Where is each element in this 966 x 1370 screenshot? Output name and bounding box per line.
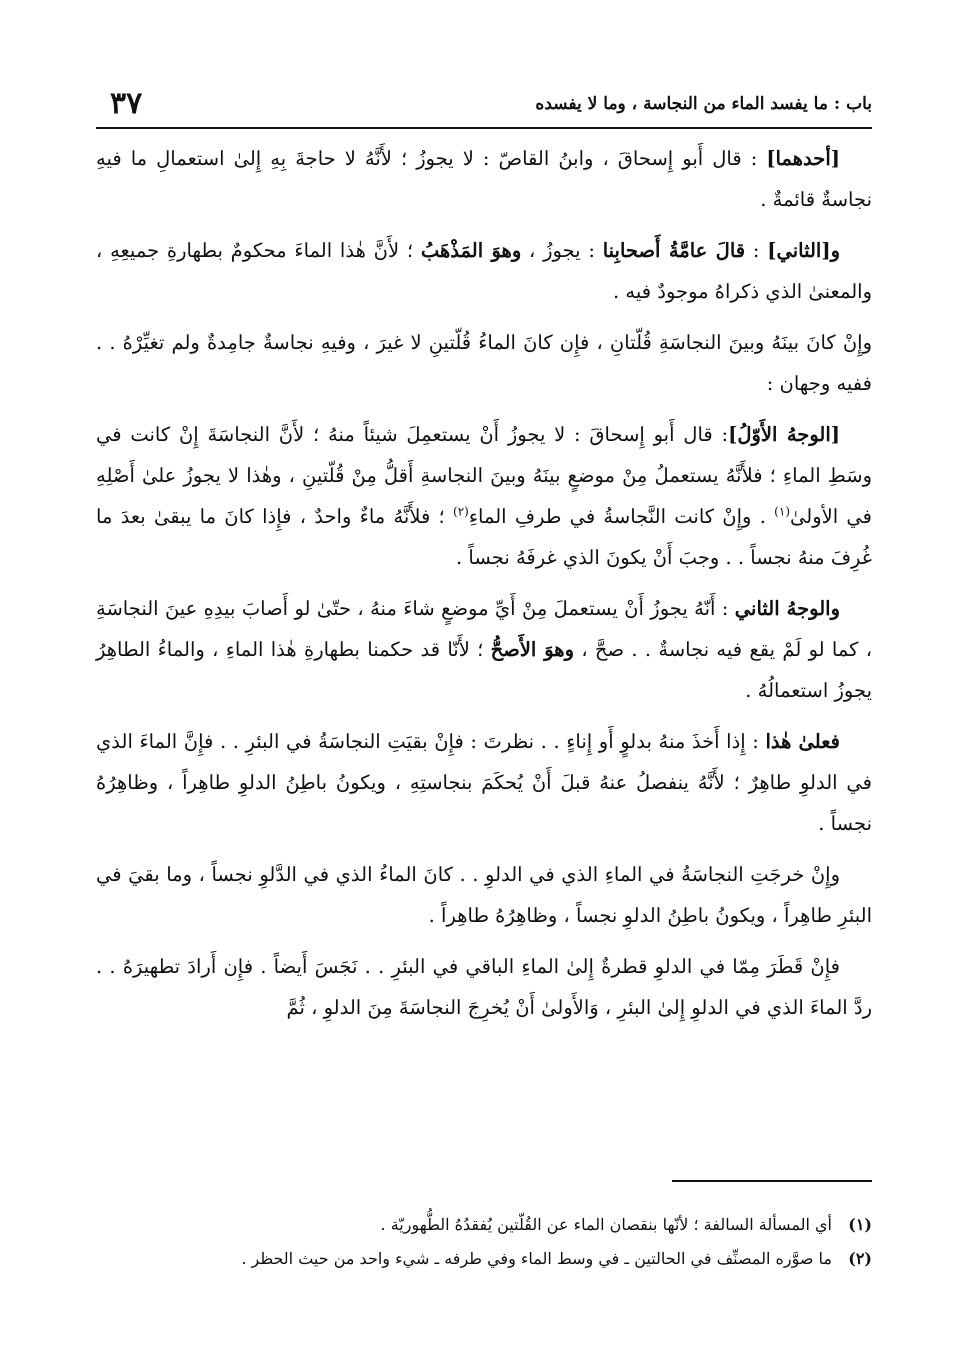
bold-phrase: وهوَ الأَصحُّ [490,638,575,661]
paragraph-text: . وإِنْ كانت النَّجاسةُ في طرفِ الماءِ [468,505,775,528]
paragraph-7 [96,854,872,936]
paragraph-text: وإِنْ خرجَتِ النجاسَةُ في الماءِ الذي في الدلوِ . . كانَ الماءُ الذي في الدَّلوِ نجساً ، وما بقيَ في البئرِ طاهِراً ، ويكونُ باطِنُ الدلوِ نجساً ، وظاهِرُهُ طاهِراً . [96,863,872,927]
paragraph-lead: [الوجهُ الأَوّلُ] [728,423,840,446]
paragraph-lead: فعلىٰ هٰذا [765,730,840,753]
footnotes [96,1208,872,1276]
main-text [96,138,872,1038]
paragraph-3 [96,322,872,404]
header-rule [96,127,872,129]
footnote-rule [672,1180,872,1182]
page-number: ٣٧ [110,86,143,121]
paragraph-4 [96,414,872,578]
paragraph-lead: [أحدهما] [766,147,840,170]
footnote-ref-1[interactable]: (١) [774,504,790,519]
paragraph-text: : إِذا أَخذَ منهُ بدلوٍ أَو إِناءٍ . . نظرتَ : فإِنْ بقيَتِ النجاسَةُ في البئرِ . . فإِنَّ الماءَ الذي في الدلوِ طاهِرٌ ؛ لأَنَّهُ ينفصلُ عنهُ قبلَ أَنْ يُحكَمَ بنجاستِهِ ، ويكونُ باطِنُ الدلوِ طاهِراً ، وظاهِرُهُ نجساً . [96,730,872,835]
paragraph-lead: و[الثاني] [767,239,840,262]
footnote-text: أي المسألة السالفة ؛ لأنّها بنقصان الماء عن القُلّتين يُفقدُهُ الطُّهوريّة . [380,1215,832,1234]
paragraph-lead: والوجهُ الثاني [734,597,840,620]
paragraph-text: ؛ لأَنَّ هٰذا الماءَ محكومٌ بطهارةِ جميعِهِ ، والمعنىٰ الذي ذكراهُ موجودٌ فيه . [96,239,872,303]
paragraph-text: وإِنْ كانَ بينَهُ وبينَ النجاسَةِ قُلّتانِ ، فإِن كانَ الماءُ قُلّتينِ لا غيرَ ، وفيهِ نجاسةٌ جامِدةٌ ولم تغيِّرْهُ . . ففيه وجهان : [96,331,872,395]
paragraph-text: : [745,239,768,262]
running-header [96,86,872,122]
footnote-number: (٢) [848,1249,872,1268]
paragraph-text: : قال أَبو إِسحاقَ ، وابنُ القاصّ : لا يجوزُ ؛ لأَنَّهُ لا حاجةَ بِهِ إِلىٰ استعمالِ ما فيهِ نجاسةٌ قائمةٌ . [96,147,872,211]
chapter-title: باب : ما يفسد الماء من النجاسة ، وما لا يفسده [535,94,872,114]
paragraph-6 [96,721,872,844]
footnote-ref-2[interactable]: (٢) [453,504,469,519]
paragraph-1 [96,138,872,220]
footnote-text: ما صوَّره المصنِّف في الحالتين ـ في وسط الماء وفي طرفه ـ شيء واحد من حيث الحظر . [241,1249,832,1268]
paragraph-text: : يجوزُ ، [521,239,603,262]
paragraph-text: فإِنْ قَطَرَ مِمّا في الدلوِ قطرةٌ إِلىٰ الماءِ الباقي في البئرِ . . نَجَسَ أَيضاً . فإِن أَرادَ تطهيرَهُ . . ردَّ الماءَ الذي في الدلوِ إِلىٰ البئرِ ، وَالأَولىٰ أَنْ يُخرِجَ النجاسَةَ مِنَ الدلوِ ، ثُمَّ [96,955,872,1019]
paragraph-2 [96,230,872,312]
bold-phrase: قالَ عامَّةُ أَصحابِنا [602,239,746,262]
footnote-number: (١) [848,1215,872,1234]
paragraph-text: : قال أَبو إِسحاقَ : لا يجوزُ أَنْ يستعمِلَ شيئاً منهُ ؛ لأَنَّ النجاسَةَ إِنْ كانت في وسَطِ الماءِ ؛ فلأَنَّهُ يستعملُ مِنْ موضعٍ بينَهُ وبينَ النجاسةِ أَقلُّ مِنْ قُلّتينِ ، وهٰذا لا يجوزُ علىٰ أَصْلِهِ في الأولىٰ [96,423,872,528]
bold-phrase: وهوَ المَذْهَبُ [420,239,522,262]
paragraph-8 [96,946,872,1028]
footnote-2 [96,1242,872,1276]
paragraph-text: ؛ فلأَنَّهُ ماءٌ واحدٌ ، فإِذا كانَ ما يبقىٰ بعدَ ما غُرِفَ منهُ نجساً . . وجبَ أَنْ يكونَ الذي غرفَهُ نجساً . [96,505,872,569]
footnote-1 [96,1208,872,1242]
paragraph-text: : أَنّهُ يجوزُ أَنْ يستعملَ مِنْ أَيِّ موضعٍ شاءَ منهُ ، حتّىٰ لو أَصابَ بيدِهِ عينَ النجاسَةِ ، كما لو لَمْ يقع فيه نجاسةٌ . . صحَّ ، [96,597,872,661]
paragraph-text: ؛ لأَنّا قد حكمنا بطهارةِ هٰذا الماءِ ، والماءُ الطاهِرُ يجوزُ استعمالُهُ . [96,638,872,702]
paragraph-5 [96,588,872,711]
